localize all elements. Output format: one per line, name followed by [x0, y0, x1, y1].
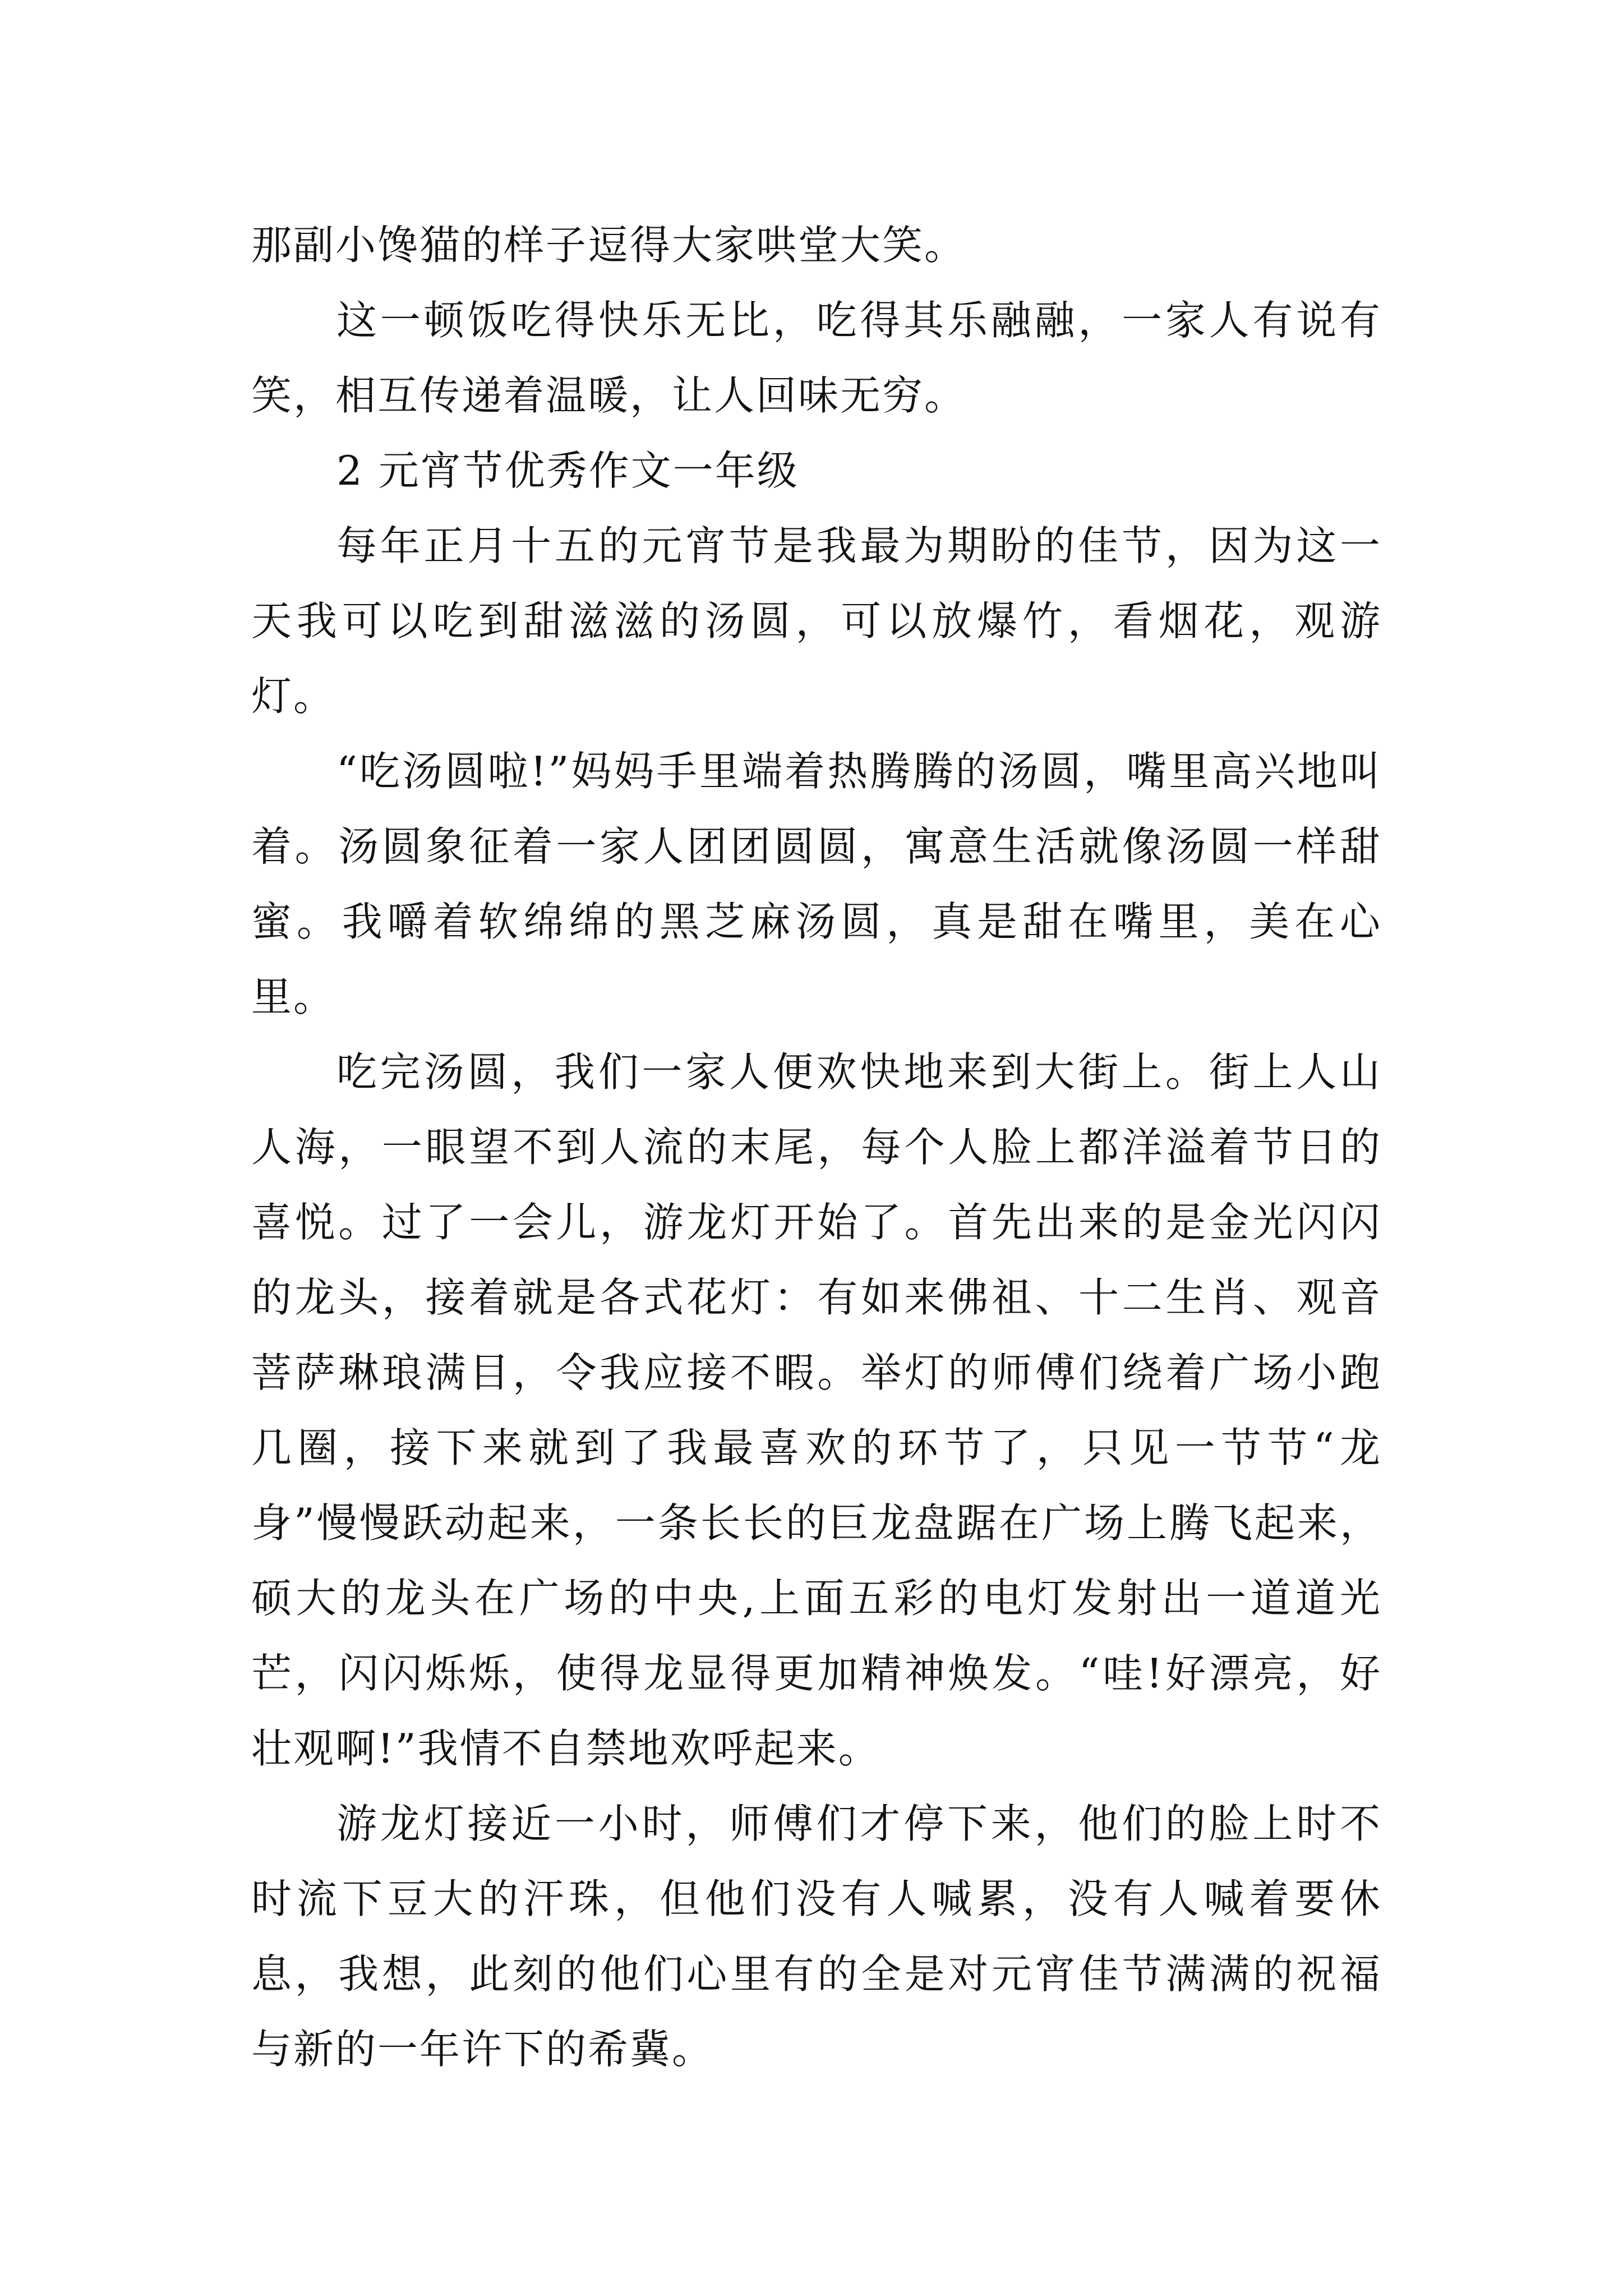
paragraph-continuation: 那副小馋猫的样子逗得大家哄堂大笑。 — [251, 222, 967, 269]
section-heading: 2 元宵节优秀作文一年级 — [336, 447, 799, 494]
paragraph-intro: 每年正月十五的元宵节是我最为期盼的佳节，因为这一天我可以吃到甜滋滋的汤圆，可以放爆竹，看烟花，观游灯。 — [251, 522, 1382, 720]
paragraph-meal: 这一顿饭吃得快乐无比，吃得其乐融融，一家人有说有笑，相互传递着温暖，让人回味无穷。 — [251, 297, 1382, 419]
paragraph-tangyuan: “吃汤圆啦!”妈妈手里端着热腾腾的汤圆，嘴里高兴地叫着。汤圆象征着一家人团团圆圆，寓意生活就像汤圆一样甜蜜。我嚼着软绵绵的黑芝麻汤圆，真是甜在嘴里，美在心里。 — [251, 748, 1382, 1020]
paragraph-dragon-lantern: 吃完汤圆，我们一家人便欢快地来到大街上。街上人山人海，一眼望不到人流的末尾，每个人脸上都洋溢着节日的喜悦。过了一会儿，游龙灯开始了。首先出来的是金光闪闪的龙头，接着就是各式花灯：有如来佛祖、十二生肖、观音菩萨琳琅满目，令我应接不暇。举灯的师傅们绕着广场小跑几圈，接下来就到了我最喜欢的环节了，只见一节节“龙身”慢慢跃动起来，一条长长的巨龙盘踞在广场上腾飞起来，硕大的龙头在广场的中央,上面五彩的电灯发射出一道道光芒，闪闪烁烁，使得龙显得更加精神焕发。“哇!好漂亮，好壮观啊!”我情不自禁地欢呼起来。 — [251, 1048, 1382, 1772]
document-body — [251, 208, 1382, 2087]
paragraph-conclusion: 游龙灯接近一小时，师傅们才停下来，他们的脸上时不时流下豆大的汗珠，但他们没有人喊累，没有人喊着要休息，我想，此刻的他们心里有的全是对元宵佳节满满的祝福与新的一年许下的希冀。 — [251, 1800, 1382, 2073]
